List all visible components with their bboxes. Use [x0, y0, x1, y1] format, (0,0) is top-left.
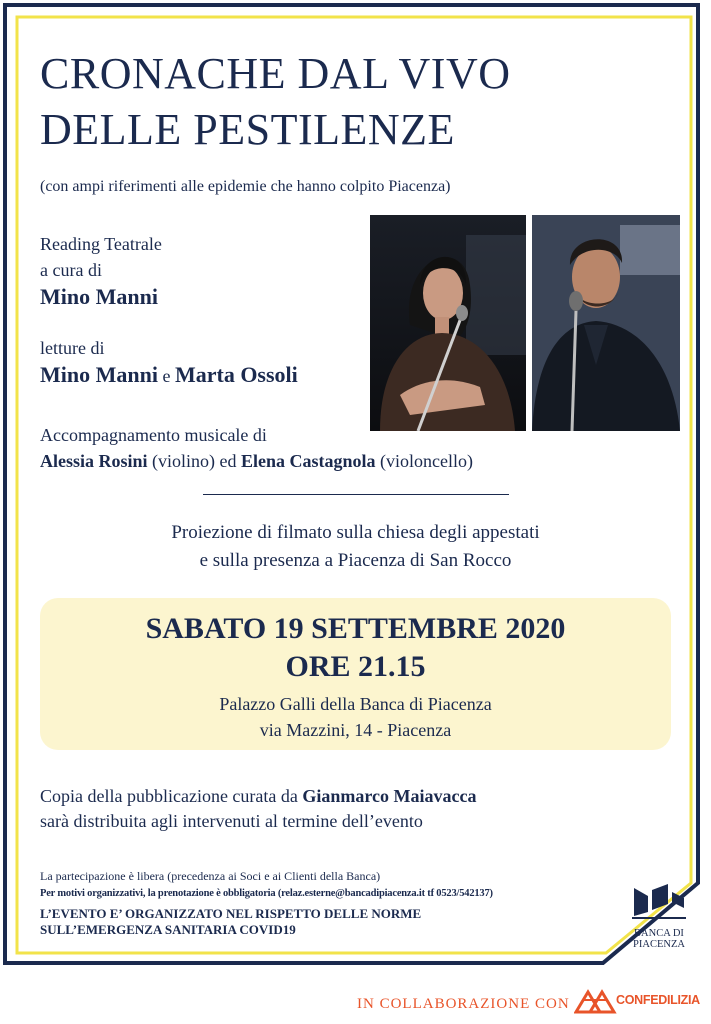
- curator-name: Mino Manni: [40, 284, 158, 309]
- bank-logo: [628, 882, 690, 954]
- projection-line-1: Proiezione di filmato sulla chiesa degli appestati: [171, 522, 540, 543]
- bank-logo-line-1: BANCA DI: [634, 928, 684, 939]
- page-title: [40, 46, 511, 158]
- music-label: Accompagnamento musicale di: [40, 425, 267, 445]
- cura-di-label: a cura di: [40, 260, 102, 280]
- confedilizia-logo: [574, 982, 704, 1018]
- letture-label: letture di: [40, 338, 105, 358]
- note-safety-1: L’EVENTO E’ ORGANIZZATO NEL RISPETTO DELLE NORME: [40, 906, 422, 921]
- musician-2: Elena Castagnola: [241, 451, 376, 471]
- note-participation: La partecipazione è libera (precedenza ai Soci e ai Clienti della Banca): [40, 869, 381, 883]
- photo-actress: [370, 215, 526, 431]
- section-divider: [203, 494, 509, 495]
- publication-line-1: [40, 786, 477, 807]
- event-time: ORE 21.15: [285, 650, 426, 683]
- event-date: SABATO 19 SETTEMBRE 2020: [145, 612, 566, 645]
- note-booking: Per motivi organizzativi, la prenotazione è obbligatoria (relaz.esterne@bancadipiacenza.it tf 0523/542137): [40, 888, 493, 899]
- note-safety-2: SULL’EMERGENZA SANITARIA COVID19: [40, 922, 296, 937]
- reader-1: Mino Manni: [40, 362, 158, 387]
- event-address: via Mazzini, 14 - Piacenza: [259, 720, 452, 740]
- publication-author: Gianmarco Maiavacca: [302, 786, 477, 806]
- publication-line-2: sarà distribuita agli intervenuti al termine dell’evento: [40, 811, 423, 831]
- confedilizia-mark-icon: [574, 982, 620, 1018]
- photo-actor: [532, 215, 680, 431]
- instrument-2: (violoncello): [375, 451, 474, 471]
- title-line-1: CRONACHE DAL VIVO: [40, 49, 511, 98]
- event-venue: Palazzo Galli della Banca di Piacenza: [219, 694, 492, 714]
- confedilizia-name: CONFEDILIZIA: [616, 993, 700, 1007]
- projection-text: [40, 519, 671, 575]
- projection-line-2: e sulla presenza a Piacenza di San Rocco: [199, 550, 512, 571]
- musician-1: Alessia Rosini: [40, 451, 148, 471]
- reader-2: Marta Ossoli: [174, 362, 298, 387]
- title-line-2: DELLE PESTILENZE: [40, 105, 455, 154]
- reading-label: Reading Teatrale: [40, 234, 162, 254]
- subtitle: (con ampi riferimenti alle epidemie che hanno colpito Piacenza): [40, 178, 451, 195]
- musicians-line: [40, 451, 473, 472]
- instrument-1: (violino) ed: [147, 451, 242, 471]
- readers-line: [40, 362, 298, 388]
- collaboration-label: IN COLLABORAZIONE CON: [357, 996, 570, 1012]
- publication-pre: Copia della pubblicazione curata da: [40, 786, 303, 806]
- reader-conj: e: [157, 366, 175, 386]
- bank-logo-line-2: PIACENZA: [633, 939, 685, 950]
- bank-logo-mark-icon: [628, 882, 690, 922]
